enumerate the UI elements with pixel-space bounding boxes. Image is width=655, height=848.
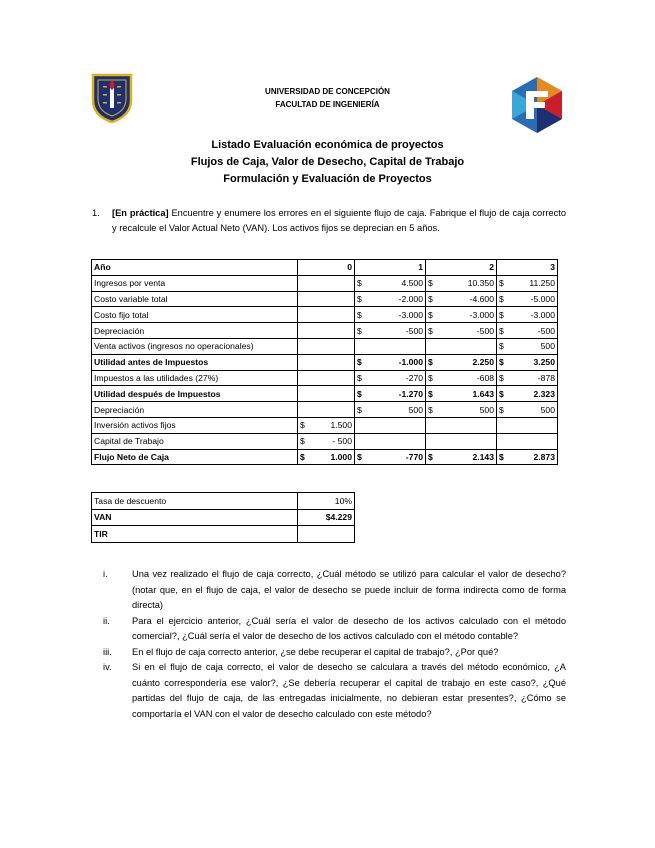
subquestion-numeral: iii. xyxy=(103,646,112,657)
currency-sign: $ xyxy=(499,404,504,415)
cell-value: -5.000 xyxy=(530,293,555,304)
cell-value: -3.000 xyxy=(469,309,494,320)
faculty-logo xyxy=(512,77,562,133)
table-cell xyxy=(355,449,426,465)
currency-sign: $ xyxy=(499,309,504,320)
table-cell xyxy=(497,370,558,386)
table-cell xyxy=(426,402,497,418)
table-row xyxy=(92,386,558,402)
table-cell xyxy=(497,433,558,449)
table-row xyxy=(92,417,558,433)
subquestion-item xyxy=(103,645,566,661)
rate-row xyxy=(92,493,355,510)
table-row xyxy=(92,354,558,370)
subquestion-numeral: ii. xyxy=(103,615,110,626)
row-label: Inversión activos fijos xyxy=(92,417,298,433)
table-row xyxy=(92,449,558,465)
table-cell xyxy=(426,291,497,307)
table-cell xyxy=(497,275,558,291)
currency-sign: $ xyxy=(300,451,305,462)
table-cell xyxy=(497,323,558,339)
cell-value: 4.500 xyxy=(401,278,423,289)
currency-sign: $ xyxy=(499,341,504,352)
table-cell xyxy=(497,354,558,370)
table-cell xyxy=(298,402,355,418)
table-cell xyxy=(355,275,426,291)
table-cell xyxy=(426,338,497,354)
table-cell xyxy=(426,370,497,386)
currency-sign: $ xyxy=(357,278,362,289)
row-label: Impuestos a las utilidades (27%) xyxy=(92,370,298,386)
table-header-cell: 1 xyxy=(355,260,426,276)
subquestion-item xyxy=(103,660,566,722)
rate-value: 10% xyxy=(298,493,355,510)
table-cell xyxy=(426,307,497,323)
table-cell xyxy=(426,433,497,449)
table-cell xyxy=(355,370,426,386)
row-label: Utilidad después de Impuestos xyxy=(92,386,298,402)
table-cell xyxy=(355,433,426,449)
currency-sign: $ xyxy=(499,372,504,383)
university-name: UNIVERSIDAD DE CONCEPCIÓN xyxy=(265,87,390,96)
cell-value: 2.873 xyxy=(533,451,555,462)
cell-value: -2.000 xyxy=(398,293,423,304)
table-cell xyxy=(497,417,558,433)
table-cell xyxy=(298,386,355,402)
table-cell xyxy=(298,433,355,449)
cell-value: - 500 xyxy=(332,436,352,447)
cell-value: -500 xyxy=(537,325,555,336)
table-cell xyxy=(497,402,558,418)
currency-sign: $ xyxy=(357,357,362,368)
table-cell xyxy=(298,291,355,307)
row-label: Costo fijo total xyxy=(92,307,298,323)
cell-value: -3.000 xyxy=(530,309,555,320)
currency-sign: $ xyxy=(499,451,504,462)
table-cell xyxy=(426,386,497,402)
rate-row xyxy=(92,509,355,526)
cell-value: -3.000 xyxy=(398,309,423,320)
cell-value: 2.250 xyxy=(472,357,494,368)
cell-value: 3.250 xyxy=(533,357,555,368)
cell-value: 10.350 xyxy=(467,278,494,289)
table-cell xyxy=(355,307,426,323)
cell-value: 500 xyxy=(408,404,423,415)
rate-value: $4.229 xyxy=(298,509,355,526)
table-cell xyxy=(497,386,558,402)
row-label: Flujo Neto de Caja xyxy=(92,449,298,465)
currency-sign: $ xyxy=(428,278,433,289)
table-cell xyxy=(497,291,558,307)
cell-value: -500 xyxy=(405,325,423,336)
currency-sign: $ xyxy=(428,357,433,368)
table-cell xyxy=(355,338,426,354)
table-cell xyxy=(355,402,426,418)
table-header-row xyxy=(92,260,558,276)
subquestion-text: En el flujo de caja correcto anterior, ¿se debe recuperar el capital de trabajo?, ¿Por qué? xyxy=(132,646,499,657)
rate-label: VAN xyxy=(92,509,298,526)
course-name: Formulación y Evaluación de Proyectos xyxy=(223,173,432,185)
table-row xyxy=(92,307,558,323)
table-cell xyxy=(298,323,355,339)
currency-sign: $ xyxy=(428,309,433,320)
cell-value: 500 xyxy=(540,341,555,352)
currency-sign: $ xyxy=(499,293,504,304)
subquestion-numeral: iv. xyxy=(103,662,112,672)
cell-value: -4.600 xyxy=(469,293,494,304)
subquestion-text: Una vez realizado el flujo de caja correcto, ¿Cuál método se utilizó para calcular el valor de desecho? (notar que, en el flujo de caja, el valor de desecho se puede incluir de forma indirecta como de forma directa) xyxy=(132,569,566,610)
question-number: 1. xyxy=(92,208,100,218)
currency-sign: $ xyxy=(428,388,433,399)
table-row xyxy=(92,402,558,418)
question-text: Encuentre y enumere los errores en el siguiente flujo de caja. Fabrique el flujo de caja correcto y recalcule el Valor Actual Neto (VAN). Los activos fijos se deprecian en 5 años. xyxy=(112,208,566,233)
cell-value: -770 xyxy=(405,451,423,462)
cell-value: -608 xyxy=(476,372,494,383)
table-cell xyxy=(298,417,355,433)
table-header-cell: Año xyxy=(92,260,298,276)
row-label: Venta activos (ingresos no operacionales) xyxy=(92,338,298,354)
cell-value: -1.270 xyxy=(398,388,423,399)
currency-sign: $ xyxy=(428,293,433,304)
table-cell xyxy=(298,449,355,465)
cell-value: 1.000 xyxy=(330,451,352,462)
table-cell xyxy=(426,354,497,370)
table-cell xyxy=(426,323,497,339)
cell-value: -1.000 xyxy=(398,357,423,368)
table-cell xyxy=(426,275,497,291)
currency-sign: $ xyxy=(428,451,433,462)
currency-sign: $ xyxy=(357,309,362,320)
cell-value: -500 xyxy=(476,325,494,336)
cell-value: 500 xyxy=(540,404,555,415)
rate-row xyxy=(92,526,355,543)
cell-value: -270 xyxy=(405,372,423,383)
table-cell xyxy=(355,323,426,339)
row-label: Ingresos por venta xyxy=(92,275,298,291)
subquestion-item xyxy=(103,614,566,645)
table-row xyxy=(92,433,558,449)
table-row xyxy=(92,323,558,339)
currency-sign: $ xyxy=(357,451,362,462)
cell-value: -878 xyxy=(537,372,555,383)
table-header-cell: 0 xyxy=(298,260,355,276)
currency-sign: $ xyxy=(499,325,504,336)
cell-value: 500 xyxy=(479,404,494,415)
currency-sign: $ xyxy=(357,388,362,399)
cell-value: 2.323 xyxy=(533,388,555,399)
table-row xyxy=(92,291,558,307)
university-crest-logo xyxy=(91,72,133,124)
faculty-name: FACULTAD DE INGENIERÍA xyxy=(275,100,380,109)
table-row xyxy=(92,338,558,354)
cell-value: 1.500 xyxy=(330,420,352,431)
rate-label: TIR xyxy=(92,526,298,543)
currency-sign: $ xyxy=(499,357,504,368)
currency-sign: $ xyxy=(357,325,362,336)
currency-sign: $ xyxy=(300,420,305,431)
table-cell xyxy=(497,449,558,465)
rates-table xyxy=(91,492,355,543)
cashflow-table xyxy=(91,259,558,465)
cell-value: 11.250 xyxy=(529,278,555,289)
currency-sign: $ xyxy=(300,436,305,447)
subquestion-list xyxy=(103,567,566,722)
table-cell xyxy=(426,417,497,433)
currency-sign: $ xyxy=(499,388,504,399)
table-header-cell: 2 xyxy=(426,260,497,276)
table-cell xyxy=(355,291,426,307)
row-label: Costo variable total xyxy=(92,291,298,307)
currency-sign: $ xyxy=(428,372,433,383)
table-cell xyxy=(355,386,426,402)
table-cell xyxy=(298,354,355,370)
rate-value xyxy=(298,526,355,543)
table-cell xyxy=(298,307,355,323)
table-cell xyxy=(355,354,426,370)
document-subtitle: Flujos de Caja, Valor de Desecho, Capital de Trabajo xyxy=(190,156,465,168)
table-cell xyxy=(497,338,558,354)
question-tag: [En práctica] xyxy=(112,208,169,218)
question-1 xyxy=(92,206,566,236)
currency-sign: $ xyxy=(357,293,362,304)
cell-value: 2.143 xyxy=(472,451,494,462)
table-row xyxy=(92,275,558,291)
rate-label: Tasa de descuento xyxy=(92,493,298,510)
row-label: Utilidad antes de Impuestos xyxy=(92,354,298,370)
table-cell xyxy=(355,417,426,433)
row-label: Depreciación xyxy=(92,402,298,418)
currency-sign: $ xyxy=(357,404,362,415)
subquestion-item xyxy=(103,567,566,614)
currency-sign: $ xyxy=(428,325,433,336)
table-cell xyxy=(298,370,355,386)
table-cell xyxy=(298,275,355,291)
cell-value: 1.643 xyxy=(472,388,494,399)
row-label: Depreciación xyxy=(92,323,298,339)
subquestion-text: Para el ejercicio anterior, ¿Cuál sería el valor de desecho de los activos calculado con el método comercial?, ¿Cuál sería el valor de desecho de los activos calculado con el método contable? xyxy=(132,615,566,641)
table-cell xyxy=(497,307,558,323)
currency-sign: $ xyxy=(499,278,504,289)
currency-sign: $ xyxy=(428,404,433,415)
subquestion-numeral: i. xyxy=(103,569,108,579)
table-header-cell: 3 xyxy=(497,260,558,276)
row-label: Capital de Trabajo xyxy=(92,433,298,449)
document-title: Listado Evaluación económica de proyectos xyxy=(211,139,444,151)
subquestion-text: Si en el flujo de caja correcto, el valor de desecho se calculara a través del método económico, ¿A cuánto correspondería ese valor?, ¿Se debería recuperar el capital de trabajo en este caso?, ¿Qué partidas del flujo de caja, de las entregadas inicialmente, no debieran estar presentes?, ¿Cómo se comportaría el VAN con el valor de desecho calculado con este método? xyxy=(132,662,566,719)
currency-sign: $ xyxy=(357,372,362,383)
table-row xyxy=(92,370,558,386)
table-cell xyxy=(298,338,355,354)
table-cell xyxy=(426,449,497,465)
